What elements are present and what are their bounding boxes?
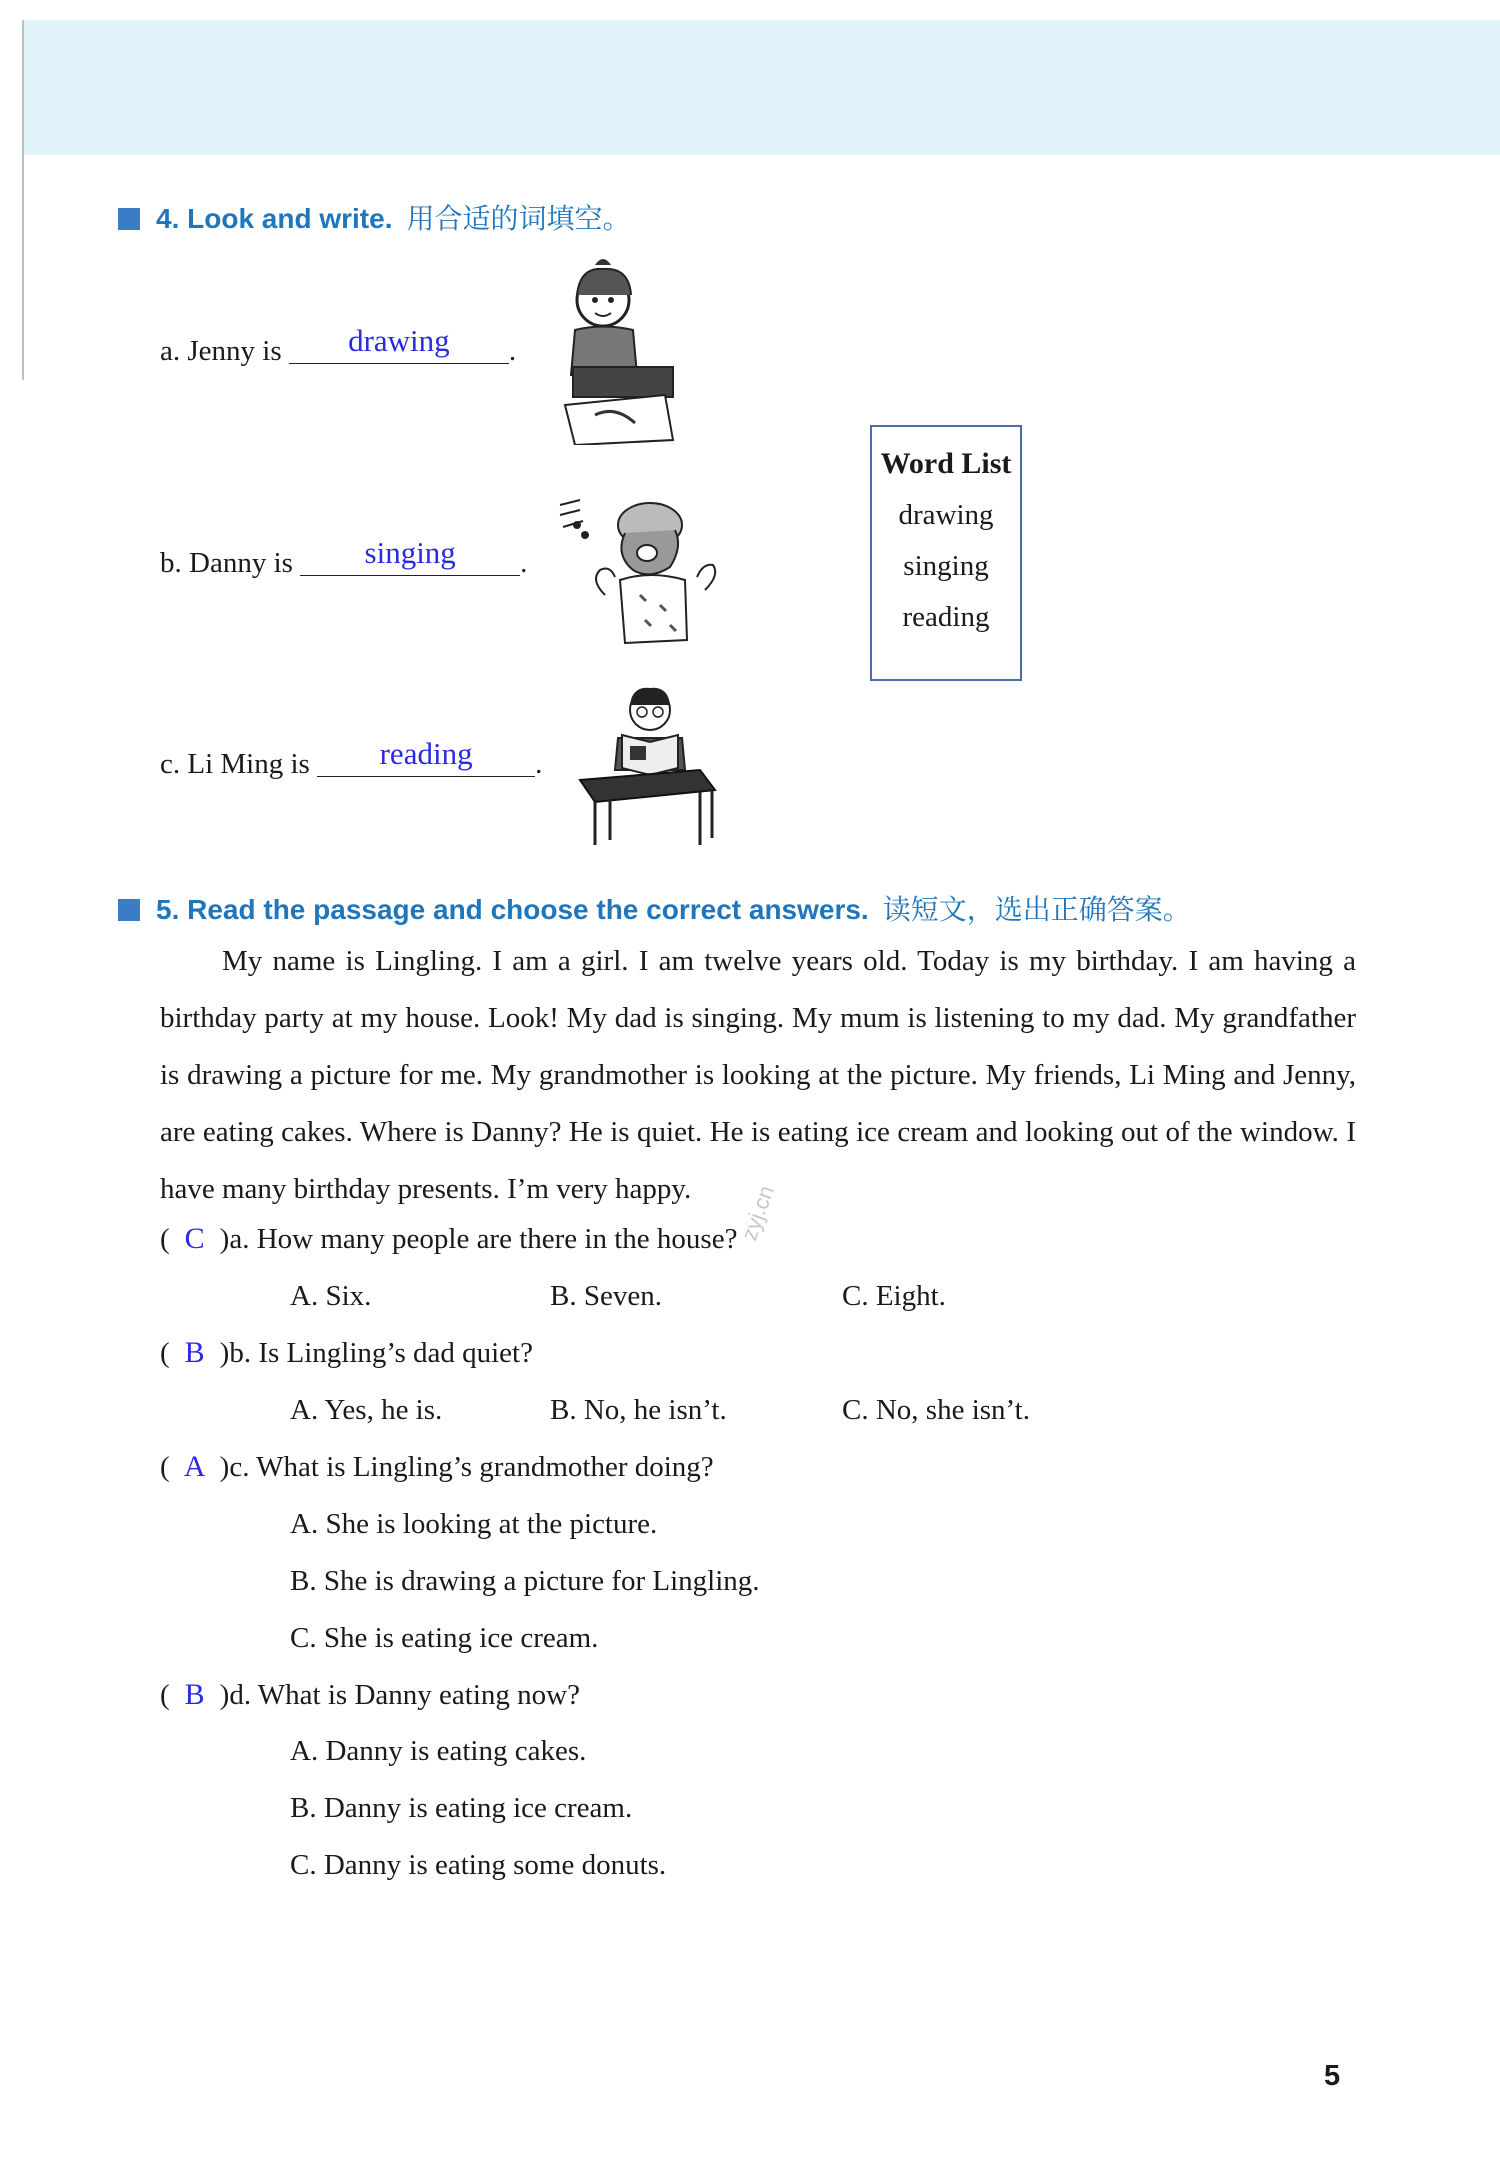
question-b: ( B )b. Is Lingling’s dad quiet? — [160, 1336, 533, 1369]
answer-blank[interactable]: reading — [317, 746, 535, 777]
section-marker-icon — [118, 899, 140, 921]
reading-passage: My name is Lingling. I am a girl. I am twelve years old. Today is my birthday. I am having a birthday party at my house. Look! My dad is singing. My mum is listening to my dad. My grandfather is drawing a picture for me. My grandmother is looking at the picture. My friends, Li Ming and Jenny, are eating cakes. Where is Danny? He is quiet. He is eating ice cream and looking out of the window. I have many birthday presents. I’m very happy. — [160, 945, 1356, 1205]
fill-item-a: a. Jenny is drawing . — [160, 323, 517, 367]
answer-blank[interactable]: drawing — [289, 333, 509, 364]
page-number: 5 — [1324, 2060, 1341, 2092]
option[interactable]: A. Six. — [290, 1280, 372, 1312]
header-wave — [22, 140, 1500, 170]
danny-singing-illustration — [555, 485, 730, 645]
fill-item-b: b. Danny is singing . — [160, 535, 528, 579]
answer-choice[interactable]: B — [184, 1336, 205, 1369]
option[interactable]: C. Danny is eating some donuts. — [290, 1849, 667, 1881]
watermark: zyj.cn — [736, 1182, 780, 1244]
word-list-title: Word List — [880, 447, 1012, 480]
option[interactable]: C. She is eating ice cream. — [290, 1622, 599, 1654]
header-band — [22, 20, 1500, 155]
question-a: ( C )a. How many people are there in the house? — [160, 1222, 738, 1255]
option[interactable]: B. Danny is eating ice cream. — [290, 1792, 633, 1824]
section5-heading: 5. Read the passage and choose the correct answers. 读短文，选出正确答案。 — [118, 888, 1191, 928]
answer-choice[interactable]: A — [183, 1450, 206, 1483]
section4-heading: 4. Look and write. 用合适的词填空。 — [118, 197, 631, 237]
word-list-box — [870, 425, 1022, 681]
option[interactable]: B. Seven. — [550, 1280, 662, 1312]
liming-reading-illustration — [570, 680, 720, 850]
answer-blank[interactable]: singing — [300, 545, 520, 576]
left-margin-rule — [22, 20, 24, 380]
option[interactable]: A. Danny is eating cakes. — [290, 1735, 587, 1767]
question-c: ( A )c. What is Lingling’s grandmother doing? — [160, 1450, 714, 1483]
option[interactable]: A. She is looking at the picture. — [290, 1508, 658, 1540]
word-list-item: drawing — [898, 499, 994, 531]
question-d: ( B )d. What is Danny eating now? — [160, 1678, 580, 1711]
option[interactable]: B. She is drawing a picture for Lingling. — [290, 1565, 760, 1597]
option[interactable]: B. No, he isn’t. — [550, 1394, 727, 1426]
jenny-drawing-illustration — [555, 255, 685, 445]
option[interactable]: C. No, she isn’t. — [842, 1394, 1030, 1426]
answer-choice[interactable]: B — [184, 1678, 205, 1711]
option[interactable]: A. Yes, he is. — [290, 1394, 443, 1426]
option[interactable]: C. Eight. — [842, 1280, 946, 1312]
word-list-item: singing — [903, 550, 989, 582]
fill-item-c: c. Li Ming is reading . — [160, 736, 543, 780]
answer-choice[interactable]: C — [184, 1222, 205, 1255]
section-marker-icon — [118, 208, 140, 230]
word-list-item: reading — [902, 601, 990, 633]
